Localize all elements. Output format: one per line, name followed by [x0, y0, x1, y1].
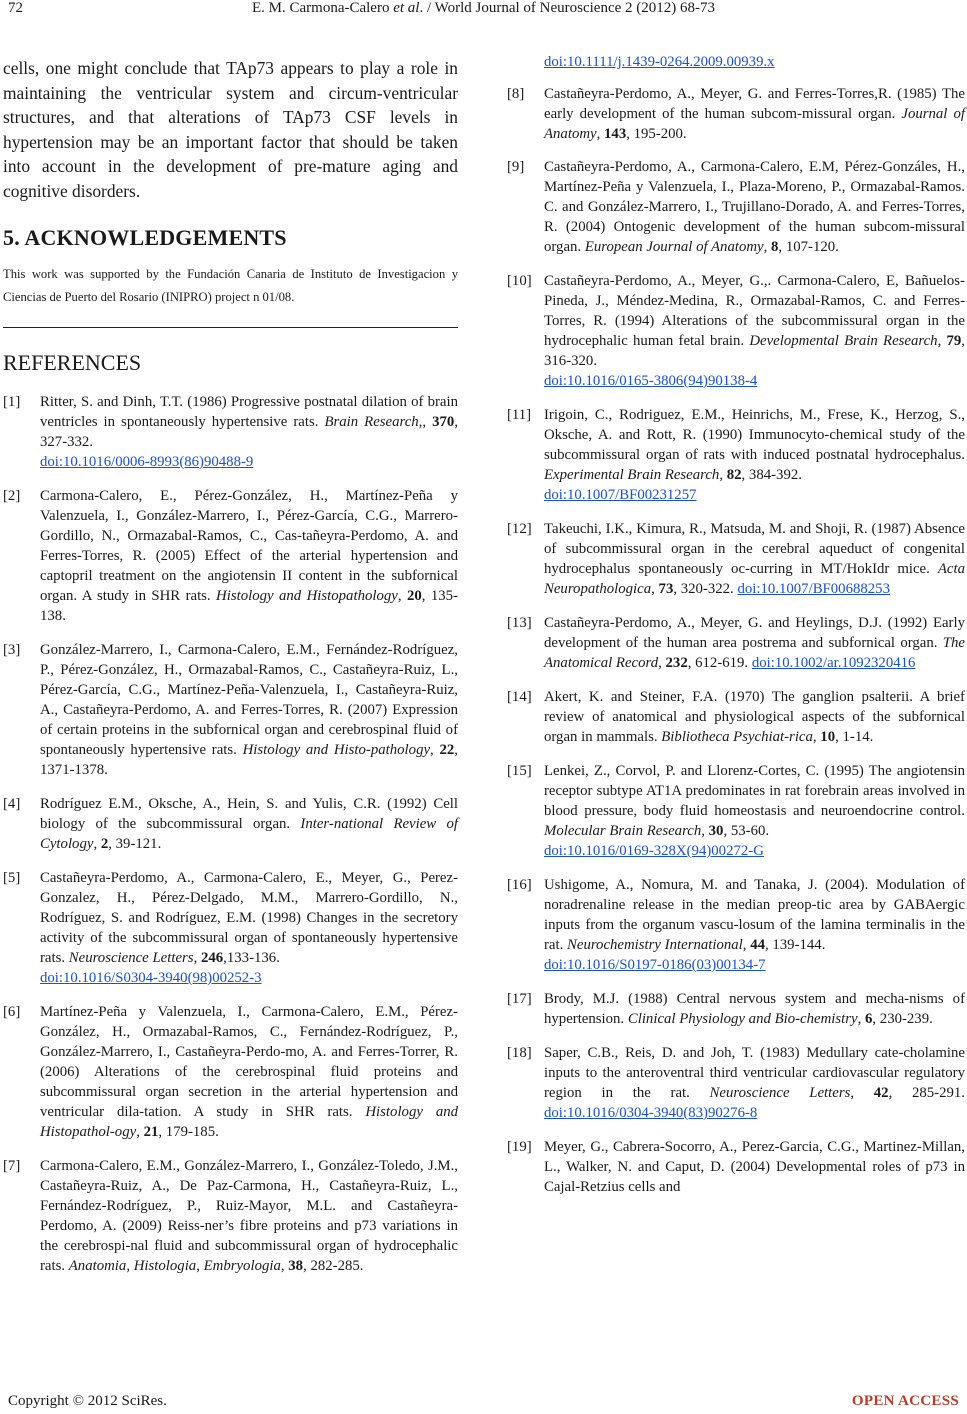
reference-item [3, 486, 458, 626]
reference-volume: 8 [771, 239, 779, 255]
reference-number: [12] [507, 521, 532, 537]
reference-journal: The Anatomical Record [544, 635, 965, 671]
reference-authors-title: Castañeyra-Perdomo, A., Carmona-Calero, E., Meyer, G., Perez-Gonzalez, H., Pérez-Delgado, M.M., Marrero-Gordillo, N., Rodríguez, S. and Rodríguez, E.M. (1998) Changes in the secretory activity of the subcommissural organ of spontaneously hypertensive rats. [40, 870, 458, 966]
reference-volume: 246 [200, 950, 224, 966]
references-divider [3, 327, 458, 328]
reference-number: [19] [507, 1139, 532, 1155]
reference-authors-title: Irigoin, C., Rodriguez, E.M., Heinrichs, M., Frese, K., Herzog, S., Oksche, A. and Rott, R. (1990) Immunocyto-chemical study of the subcommissural organ of rats with induced postnatal hydrocephalus. [544, 407, 965, 463]
reference-volume: 6 [864, 1011, 873, 1027]
page-number: 72 [8, 0, 23, 16]
reference-pages: , 320-322. [673, 581, 738, 597]
reference-journal: Neuroscience Letters [68, 950, 194, 966]
reference-7-doi-continued[interactable] [507, 52, 965, 72]
reference-authors-title: Akert, K. and Steiner, F.A. (1970) The ganglion psalterii. A brief review of anatomical and physiological aspects of the subfornical organ in mammals. [544, 689, 965, 745]
reference-authors-title: Saper, C.B., Reis, D. and Joh, T. (1983) Medullary cate-cholamine inputs to the anteroventral third ventricular cardiovascular regulatory region in the rat. [544, 1045, 965, 1101]
reference-text: Castañeyra-Perdomo, A., Meyer, G. and Ferres-Torres,R. (1985) The early development of the human subcom-missural organ. Journal of Anatomy, 143, 195-200. [544, 86, 965, 142]
reference-number: [8] [507, 86, 525, 102]
reference-pages: , 285-291. [888, 1085, 965, 1101]
reference-doi-link[interactable]: doi:10.1007/BF00231257 [544, 487, 697, 503]
open-access-label: OPEN ACCESS [851, 1393, 959, 1409]
reference-item [507, 84, 965, 144]
reference-pages: , 316-320. [544, 333, 965, 369]
reference-authors-title: Rodríguez E.M., Oksche, A., Hein, S. and Yulis, C.R. (1992) Cell biology of the subcommissural organ. [40, 796, 458, 832]
reference-volume: 10 [820, 729, 836, 745]
reference-text: Castañeyra-Perdomo, A., Carmona-Calero, E., Meyer, G., Perez-Gonzalez, H., Pérez-Delgado, M.M., Marrero-Gordillo, N., Rodríguez, S. and Rodríguez, E.M. (1998) Changes in the secretory activity of the subcommissural organ of spontaneously hypertensive rats. Neuroscience Letters, 246,133-136. doi:10.1016/S0304-3940(98)00252-3 [40, 870, 458, 986]
reference-text: Akert, K. and Steiner, F.A. (1970) The ganglion psalterii. A brief review of anatomical and physiological aspects of the subfornical organ in mammals. Bibliotheca Psychiat-rica, 10, 1-14. [544, 689, 965, 745]
reference-authors-title: González-Marrero, I., Carmona-Calero, E.M., Fernández-Rodríguez, P., Pérez-González, H., Ormazabal-Ramos, C., Castañeyra-Ruiz, L., Pérez-García, C.G., Martínez-Peña-Valenzuela, I., Castañeyra-Ruiz, A., Castañeyra-Perdomo, A. and Ferres-Torres, R. (2007) Expression of certain proteins in the subfornical organ and cerebrospinal fluid of spontaneously hypertensive rats. [40, 642, 458, 758]
reference-authors-title: Castañeyra-Perdomo, A., Meyer, G. and Ferres-Torres,R. (1985) The early development of the human subcom-missural organ. [544, 86, 965, 122]
reference-text: Ritter, S. and Dinh, T.T. (1986) Progressive postnatal dilation of brain ventricles in spontaneously hypertensive rats. Brain Research,, 370, 327-332. doi:10.1016/0006-8993(86)90488-9 [40, 394, 459, 470]
reference-pages: , 179-185. [158, 1124, 219, 1140]
reference-text: Castañeyra-Perdomo, A., Carmona-Calero, E.M, Pérez-Gonzáles, H., Martínez-Peña y Valenzuela, I., Plaza-Moreno, P., Ormazabal-Ramos. C. and González-Marrero, I., Trujillano-Dorado, A. and Ferres-Torres, R. (2004) Ontogenic development of the human subcom-missural organ. European Journal of Anatomy, 8, 107-120. [544, 159, 965, 255]
reference-text: Takeuchi, I.K., Kimura, R., Matsuda, M. and Shoji, R. (1987) Absence of subcommissural organ in the cerebral aqueduct of congenital hydrocephalus spontaneously oc-curring in MT/HokIdr mice. Acta Neuropathologica, 73, 320-322. doi:10.1007/BF00688253 [544, 521, 965, 597]
reference-doi-link[interactable]: doi:10.1016/0169-328X(94)00272-G [544, 843, 764, 859]
reference-journal: Brain Research, [324, 414, 423, 430]
page-header [0, 0, 967, 20]
reference-number: [10] [507, 273, 532, 289]
reference-authors-title: Takeuchi, I.K., Kimura, R., Matsuda, M. and Shoji, R. (1987) Absence of subcommissural organ in the cerebral aqueduct of congenital hydrocephalus spontaneously oc-curring in MT/HokIdr mice. [544, 521, 965, 577]
reference-doi-link[interactable]: doi:10.1016/S0197-0186(03)00134-7 [544, 957, 766, 973]
reference-volume: 42 [873, 1085, 889, 1101]
acknowledgements-title: 5. ACKNOWLEDGEMENTS [3, 225, 287, 250]
reference-item [3, 392, 458, 472]
reference-text: Carmona-Calero, E., Pérez-González, H., Martínez-Peña y Valenzuela, I., González-Marrero, I., Pérez-García, C.G., Marrero-Gordillo, N., Ormazabal-Ramos, C., Cas-tañeyra-Perdomo, A. and Ferres-Torres, R. (2005) Effect of the arterial hypertension and captopril treatment on the angiotensin II content in the subfornical organ. A study in SHR rats. Histology and Histopathology, 20, 135-138. [40, 488, 458, 624]
reference-text: Brody, M.J. (1988) Central nervous system and mecha-nisms of hypertension. Clinical Physiology and Bio-chemistry, 6, 230-239. [544, 991, 965, 1027]
reference-item [3, 868, 458, 988]
reference-journal: Molecular Brain Research [544, 823, 702, 839]
reference-text: Irigoin, C., Rodriguez, E.M., Heinrichs, M., Frese, K., Herzog, S., Oksche, A. and Rott, R. (1990) Immunocyto-chemical study of the subcommissural organ of rats with induced postnatal hydrocephalus. Experimental Brain Research, 82, 384-392. doi:10.1007/BF00231257 [544, 407, 965, 503]
running-head-authors: E. M. Carmona-Calero [252, 0, 390, 16]
reference-pages: , 230-239. [872, 1011, 933, 1027]
reference-number: [1] [3, 394, 21, 410]
reference-number: [4] [3, 796, 21, 812]
right-column [507, 42, 965, 1211]
reference-number: [5] [3, 870, 21, 886]
reference-text: Lenkei, Z., Corvol, P. and Llorenz-Cortes, C. (1995) The angiotensin receptor subtype AT1A predominates in rat forebrain areas involved in blood pressure, body fluid homeostasis and neuroendocrine control. Molecular Brain Research, 30, 53-60. doi:10.1016/0169-328X(94)00272-G [544, 763, 965, 859]
reference-number: [6] [3, 1004, 21, 1020]
reference-item [507, 761, 965, 861]
reference-authors-title: Castañeyra-Perdomo, A., Carmona-Calero, E.M, Pérez-Gonzáles, H., Martínez-Peña y Valenzuela, I., Plaza-Moreno, P., Ormazabal-Ramos. C. and González-Marrero, I., Trujillano-Dorado, A. and Ferres-Torres, R. (2004) Ontogenic development of the human subcom-missural organ. [544, 159, 965, 255]
reference-item [507, 613, 965, 673]
reference-journal: European Journal of Anatomy [584, 239, 764, 255]
reference-number: [14] [507, 689, 532, 705]
running-head-et-al: et al [393, 0, 420, 16]
reference-pages: , 1371-1378. [40, 742, 458, 778]
reference-item [3, 640, 458, 780]
reference-authors-title: Meyer, G., Cabrera-Socorro, A., Perez-Garcia, C.G., Martinez-Millan, L., Walker, N. and Caput, D. (2004) Developmental roles of p73 in Cajal-Retzius cells and [544, 1139, 965, 1195]
reference-journal: Anatomia [68, 1258, 127, 1274]
reference-pages: , 282-285. [303, 1258, 364, 1274]
reference-number: [17] [507, 991, 532, 1007]
reference-volume: 79 [946, 333, 962, 349]
reference-pages: , 135-138. [40, 588, 458, 624]
reference-volume: 2 [100, 836, 109, 852]
reference-pages: ,133-136. [223, 950, 280, 966]
reference-text: Castañeyra-Perdomo, A., Meyer, G.,. Carmona-Calero, E, Bañuelos-Pineda, J., Méndez-Medina, R., Ormazabal-Ramos, C. and Ferres-Torres, R. (1994) Alterations of the subcommissural organ in the hydrocephalic human fetal brain. Developmental Brain Research, 79, 316-320. doi:10.1016/0165-3806(94)90138-4 [544, 273, 965, 389]
reference-journal: Neurochemistry International [567, 937, 743, 953]
reference-journal: Bibliotheca Psychiat-rica [661, 729, 813, 745]
reference-text [544, 1139, 965, 1195]
reference-number: [2] [3, 488, 21, 504]
reference-journal: Journal of Anatomy [544, 106, 965, 142]
reference-volume: 21 [143, 1124, 159, 1140]
reference-authors-title: Castañeyra-Perdomo, A., Meyer, G.,. Carmona-Calero, E, Bañuelos-Pineda, J., Méndez-Medina, R., Ormazabal-Ramos, C. and Ferres-Torres, R. (1994) Alterations of the subcommissural organ in the hydrocephalic human fetal brain. [544, 273, 965, 349]
reference-item [3, 1156, 458, 1276]
reference-item [3, 1002, 458, 1142]
running-head-journal: . / World Journal of Neuroscience 2 (2012) 68-73 [419, 0, 715, 16]
reference-doi-link[interactable]: doi:10.1016/0165-3806(94)90138-4 [544, 373, 758, 389]
reference-pages: , 384-392. [741, 467, 802, 483]
reference-authors-title: Castañeyra-Perdomo, A., Meyer, G. and Heylings, D.J. (1992) Early development of the human area postrema and subfornical organ. [544, 615, 965, 651]
reference-doi-link[interactable]: doi:10.1016/S0304-3940(98)00252-3 [40, 970, 262, 986]
reference-text: Ushigome, A., Nomura, M. and Tanaka, J. (2004). Modulation of noradrenaline release in the median preop-tic area by GABAergic inputs from the organum vascu-losum of the lamina terminalis in the rat. Neurochemistry International, 44, 139-144. doi:10.1016/S0197-0186(03)00134-7 [544, 877, 965, 973]
reference-7-doi-link[interactable]: doi:10.1111/j.1439-0264.2009.00939.x [544, 54, 775, 70]
reference-journal: Histology and Histopathology [216, 588, 398, 604]
reference-text: Carmona-Calero, E.M., González-Marrero, I., González-Toledo, J.M., Castañeyra-Ruiz, A., De Paz-Carmona, H., Castañeyra-Ruiz, L., Fernández-Rodríguez, P., Ruiz-Mayor, M.L. and Castañeyra-Perdomo, A. (2009) Reiss-ner’s fibre proteins and p73 variations in the cerebrospi-nal fluid and subcommissural organ of hydrocephalic rats. Anatomia, Histologia, Embryologia, 38, 282-285. [40, 1158, 458, 1274]
reference-journal: Histology and Histopathol-ogy [40, 1104, 459, 1140]
reference-volume: 20 [406, 588, 422, 604]
left-column [3, 42, 458, 1290]
reference-pages: , 195-200. [626, 126, 687, 142]
reference-journal: Developmental Brain Research [749, 333, 938, 349]
reference-volume: 370 [432, 414, 455, 430]
reference-doi-link[interactable]: doi:10.1016/0304-3940(83)90276-8 [544, 1105, 758, 1121]
reference-text: Saper, C.B., Reis, D. and Joh, T. (1983) Medullary cate-cholamine inputs to the anteroventral third ventricular cardiovascular regulatory region in the rat. Neuroscience Letters, 42, 285-291. doi:10.1016/0304-3940(83)90276-8 [544, 1045, 965, 1121]
body-paragraph: cells, one might conclude that TAp73 appears to play a role in maintaining the ventricular system and circum-ventricular structures, and that alterations of TAp73 CSF levels in hypertension may be an important factor that should be taken into account in the development of pre-mature aging and cognitive disorders. [3, 58, 458, 201]
reference-volume: 38 [288, 1258, 304, 1274]
reference-item [507, 271, 965, 391]
reference-pages: , 1-14. [835, 729, 874, 745]
reference-item [507, 157, 965, 257]
reference-volume: 44 [750, 937, 765, 953]
references-title: REFERENCES [3, 350, 142, 375]
reference-journal: Histologia [133, 1258, 197, 1274]
reference-journal: Histology and Histo-pathology [242, 742, 431, 758]
reference-authors-title: Carmona-Calero, E., Pérez-González, H., Martínez-Peña y Valenzuela, I., González-Marrero, I., Pérez-García, C.G., Marrero-Gordillo, N., Ormazabal-Ramos, C., Cas-tañeyra-Perdomo, A. and Ferres-Torres, R. (2005) Effect of the arterial hypertension and captopril treatment on the angiotensin II content in the subfornical organ. A study in SHR rats. [40, 488, 458, 604]
reference-number: [13] [507, 615, 532, 631]
reference-item [507, 875, 965, 975]
reference-journal: Acta Neuropathologica [544, 561, 965, 597]
reference-pages: , 53-60. [723, 823, 770, 839]
reference-volume: 73 [658, 581, 674, 597]
reference-text: Rodríguez E.M., Oksche, A., Hein, S. and Yulis, C.R. (1992) Cell biology of the subcommissural organ. Inter-national Review of Cytology, 2, 39-121. [40, 796, 458, 852]
reference-number: [3] [3, 642, 21, 658]
reference-volume: 22 [439, 742, 455, 758]
reference-volume: 143 [604, 126, 627, 142]
reference-journal: Inter-national Review of Cytology [40, 816, 458, 852]
reference-item [3, 794, 458, 854]
reference-item [507, 989, 965, 1029]
reference-item [507, 519, 965, 599]
reference-item [507, 687, 965, 747]
reference-number: [9] [507, 159, 525, 175]
references-list-left [3, 392, 458, 1276]
reference-doi-link[interactable]: doi:10.1016/0006-8993(86)90488-9 [40, 454, 254, 470]
reference-volume: 30 [708, 823, 724, 839]
copyright-notice: Copyright © 2012 SciRes. [8, 1393, 167, 1409]
reference-authors-title: Lenkei, Z., Corvol, P. and Llorenz-Cortes, C. (1995) The angiotensin receptor subtype AT1A predominates in rat forebrain areas involved in blood pressure, body fluid homeostasis and neuroendocrine control. [544, 763, 965, 819]
reference-text: Castañeyra-Perdomo, A., Meyer, G. and Heylings, D.J. (1992) Early development of the human area postrema and subfornical organ. The Anatomical Record, 232, 612-619. doi:10.1002/ar.1092320416 [544, 615, 965, 671]
reference-journal: Embryologia [203, 1258, 281, 1274]
reference-text: Martínez-Peña y Valenzuela, I., Carmona-Calero, E.M., Pérez-González, H., Ormazabal-Ramos, C., Fernández-Rodríguez, P., González-Marrero, I., Castañeyra-Perdo-mo, A. and Ferres-Torrer, R. (2006) Alterations of the cerebrospinal fluid proteins and subcommissural organ secretion in the arterial hypertension and ventricular dila-tation. A study in SHR rats. Histology and Histopathol-ogy, 21, 179-185. [40, 1004, 459, 1140]
reference-authors-title: Brody, M.J. (1988) Central nervous system and mecha-nisms of hypertension. [544, 991, 965, 1027]
reference-authors-title: Carmona-Calero, E.M., González-Marrero, I., González-Toledo, J.M., Castañeyra-Ruiz, A., De Paz-Carmona, H., Castañeyra-Ruiz, L., Fernández-Rodríguez, P., Ruiz-Mayor, M.L. and Castañeyra-Perdomo, A. (2009) Reiss-ner’s fibre proteins and p73 variations in the cerebrospi-nal fluid and subcommissural organ of hydrocephalic rats. [40, 1158, 458, 1274]
reference-journal: Neuroscience Letters [709, 1085, 851, 1101]
reference-doi-link[interactable]: doi:10.1002/ar.1092320416 [751, 655, 916, 671]
references-list-right [507, 84, 965, 1197]
reference-number: [11] [507, 407, 532, 423]
reference-number: [15] [507, 763, 532, 779]
reference-journal: Clinical Physiology and Bio-chemistry [627, 1011, 858, 1027]
reference-number: [16] [507, 877, 532, 893]
reference-pages: , 139-144. [764, 937, 826, 953]
reference-text: González-Marrero, I., Carmona-Calero, E.M., Fernández-Rodríguez, P., Pérez-González, H., Ormazabal-Ramos, C., Castañeyra-Ruiz, L., Pérez-García, C.G., Martínez-Peña-Valenzuela, I., Castañeyra-Ruiz, A., Castañeyra-Perdomo, A. and Ferres-Torres, R. (2007) Expression of certain proteins in the subfornical organ and cerebrospinal fluid of spontaneously hypertensive rats. Histology and Histo-pathology, 22, 1371-1378. [40, 642, 458, 778]
reference-number: [7] [3, 1158, 21, 1174]
reference-volume: 232 [665, 655, 688, 671]
reference-doi-link[interactable]: doi:10.1007/BF00688253 [737, 581, 890, 597]
reference-pages: , 612-619. [687, 655, 752, 671]
acknowledgements-text: This work was supported by the Fundación Canaria de Instituto de Investigacion y Ciencias de Puerto del Rosario (INIPRO) project n 01/08. [3, 267, 458, 304]
reference-authors-title: Ushigome, A., Nomura, M. and Tanaka, J. (2004). Modulation of noradrenaline release in the median preop-tic area by GABAergic inputs from the organum vascu-losum of the lamina terminalis in the rat. [544, 877, 965, 953]
reference-pages: , 327-332. [40, 414, 459, 450]
reference-pages: , 39-121. [108, 836, 162, 852]
reference-journal: Experimental Brain Research [544, 467, 720, 483]
reference-item [507, 1137, 965, 1197]
reference-volume: 82 [726, 467, 742, 483]
reference-item [507, 405, 965, 505]
reference-pages: , 107-120. [778, 239, 839, 255]
reference-authors-title: Ritter, S. and Dinh, T.T. (1986) Progressive postnatal dilation of brain ventricles in spontaneously hypertensive rats. [40, 394, 458, 430]
running-head [0, 0, 967, 17]
reference-item [507, 1043, 965, 1123]
reference-authors-title: Martínez-Peña y Valenzuela, I., Carmona-Calero, E.M., Pérez-González, H., Ormazabal-Ramos, C., Fernández-Rodríguez, P., González-Marrero, I., Castañeyra-Perdo-mo, A. and Ferres-Torrer, R. (2006) Alterations of the cerebrospinal fluid proteins and subcommissural organ secretion in the arterial hypertension and ventricular dila-tation. A study in SHR rats. [40, 1004, 458, 1120]
reference-number: [18] [507, 1045, 532, 1061]
